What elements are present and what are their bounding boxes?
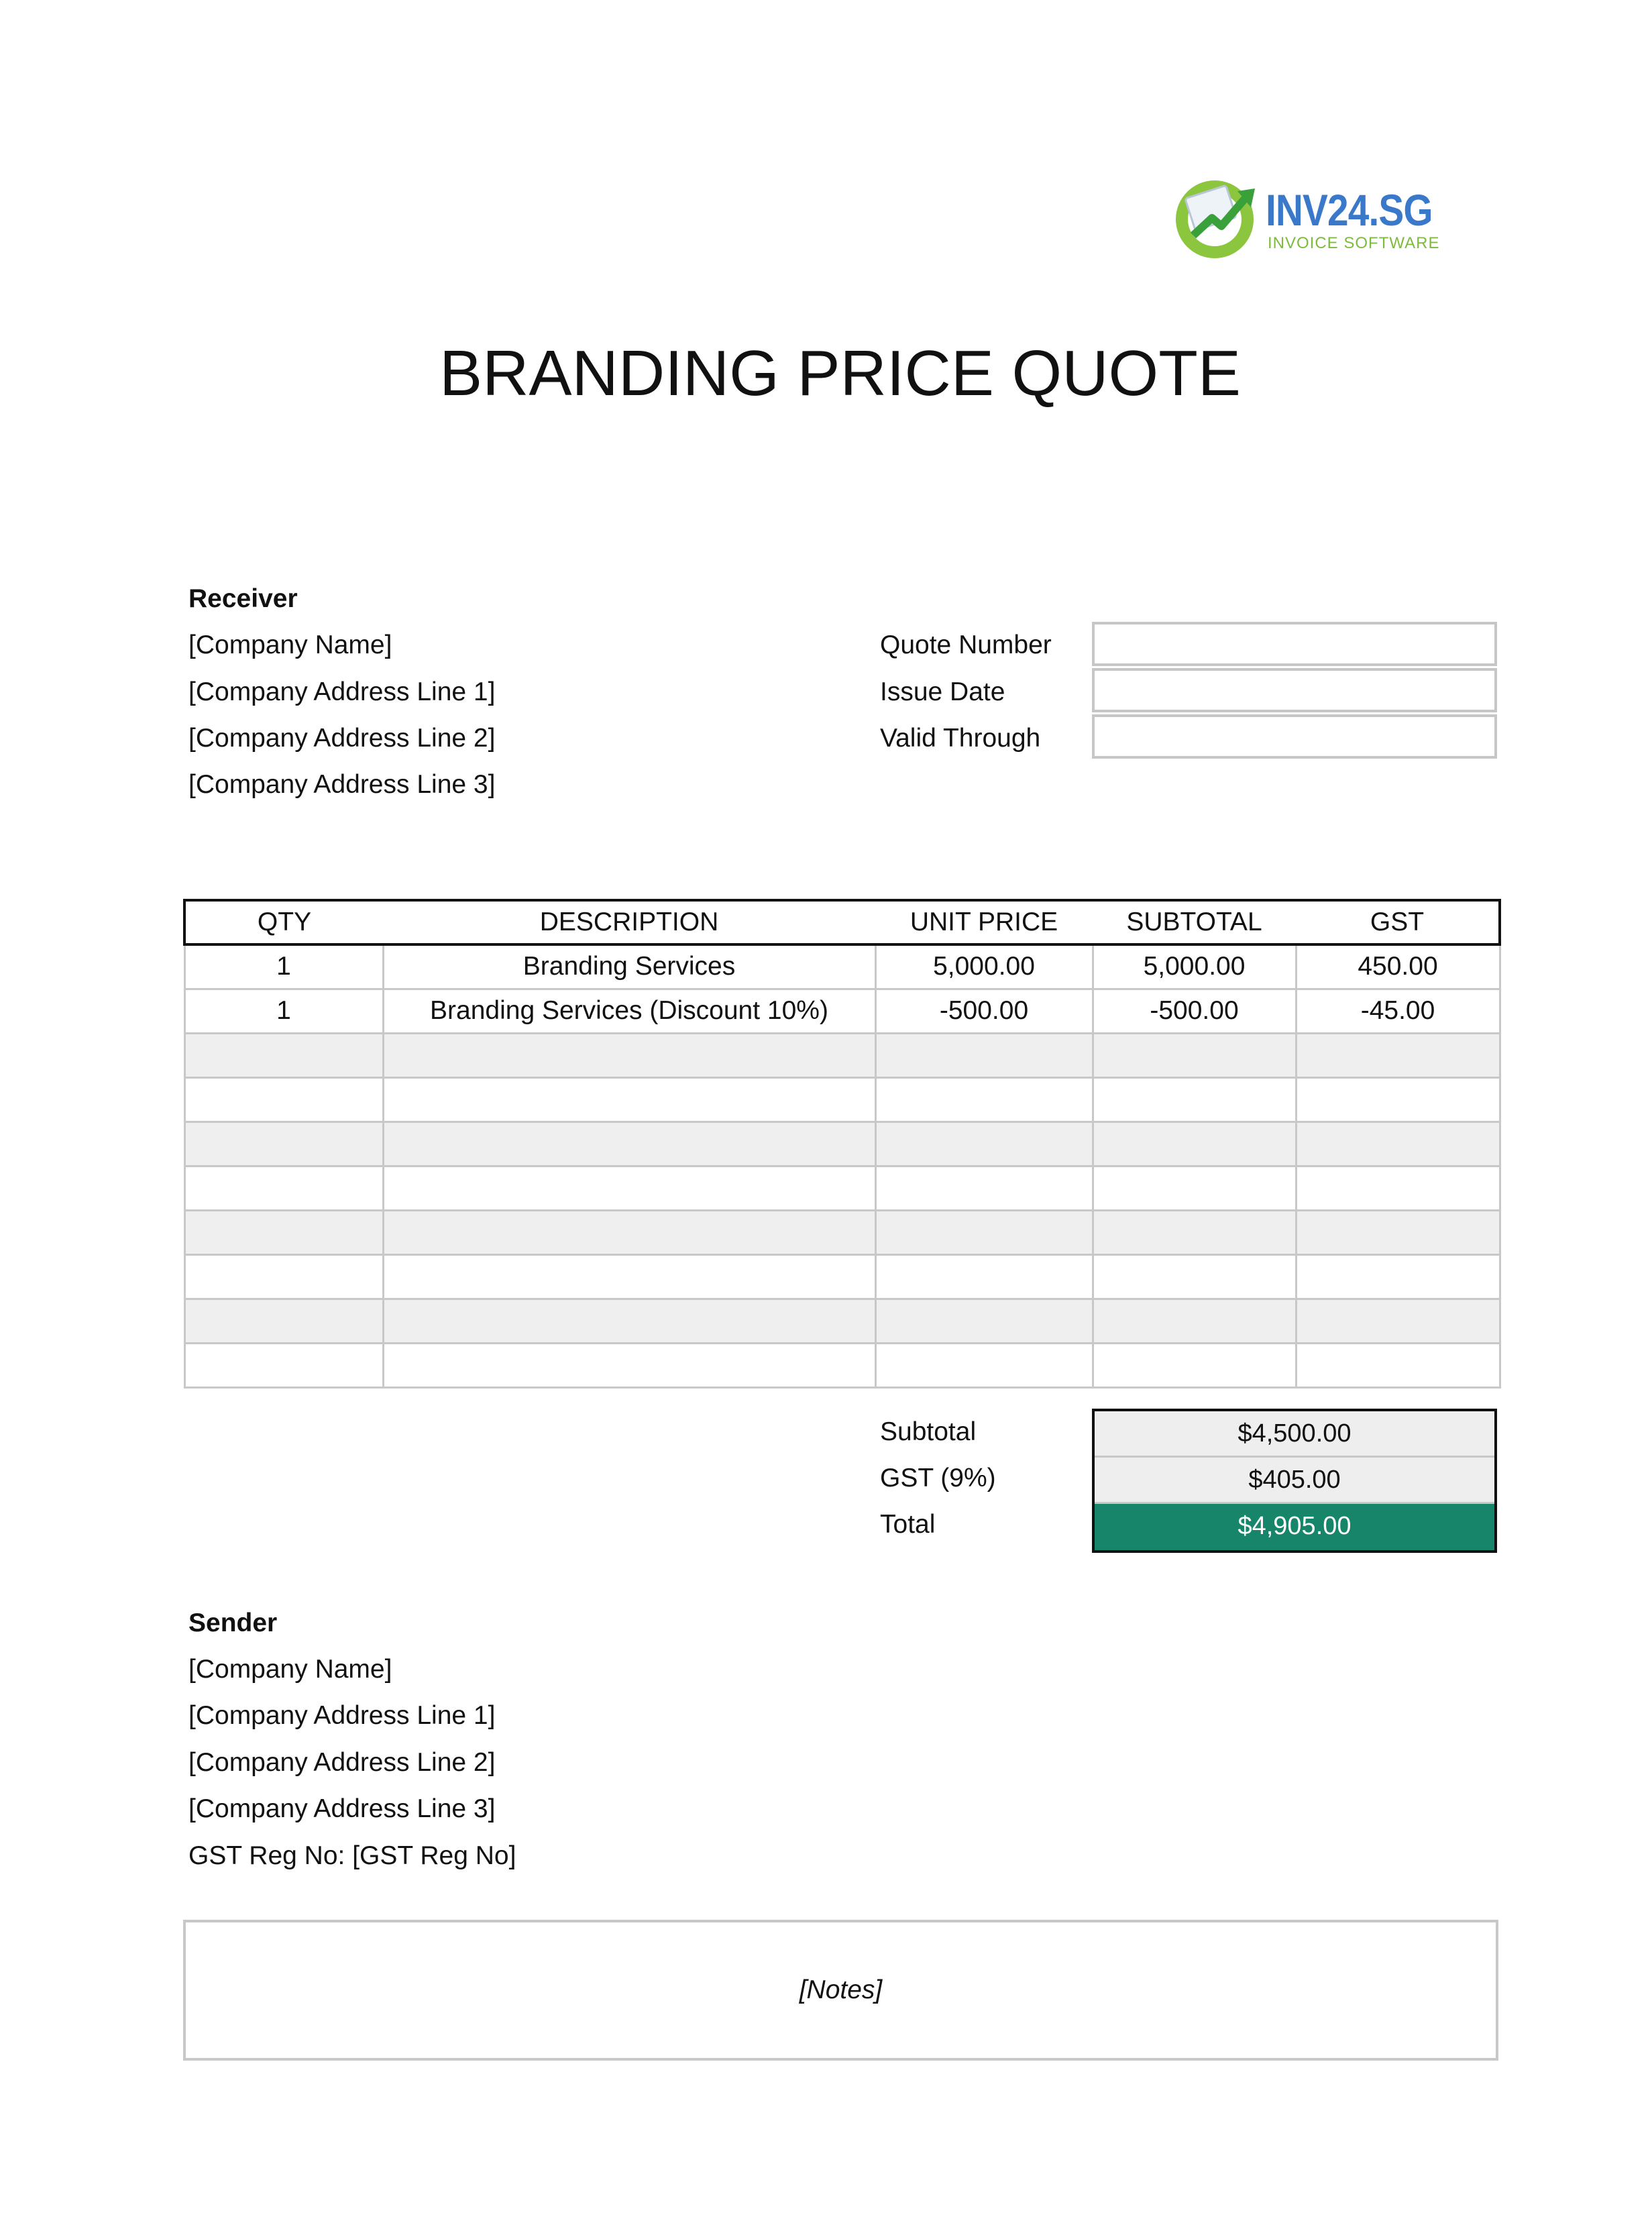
cell-unit-price[interactable] [875, 1077, 1093, 1122]
header-unit-price: UNIT PRICE [875, 900, 1093, 944]
cell-description[interactable] [383, 1299, 875, 1343]
cell-gst[interactable] [1296, 1299, 1500, 1343]
totals-box [1092, 1409, 1497, 1553]
cell-gst[interactable] [1296, 1033, 1500, 1077]
line-items-table [183, 899, 1501, 1389]
table-row [184, 1033, 1500, 1077]
cell-qty[interactable] [184, 1033, 383, 1077]
header-gst: GST [1296, 900, 1500, 944]
issue-date-label: Issue Date [880, 677, 1005, 706]
cell-qty[interactable] [184, 1343, 383, 1387]
sender-address-line-1: [Company Address Line 1] [188, 1701, 496, 1730]
company-logo [1170, 171, 1452, 265]
table-row [184, 1077, 1500, 1122]
table-row [184, 1254, 1500, 1299]
total-label: Total [880, 1510, 936, 1539]
cell-description[interactable] [383, 1033, 875, 1077]
sender-gst-reg-no: GST Reg No: [GST Reg No] [188, 1841, 516, 1870]
cell-gst[interactable] [1296, 1122, 1500, 1166]
cell-gst[interactable] [1296, 1166, 1500, 1210]
cell-description[interactable] [383, 1343, 875, 1387]
cell-qty[interactable] [184, 1254, 383, 1299]
table-row [184, 1166, 1500, 1210]
receiver-address-line-3: [Company Address Line 3] [188, 770, 496, 799]
cell-description[interactable] [383, 1077, 875, 1122]
sender-address-line-3: [Company Address Line 3] [188, 1794, 496, 1823]
quote-number-label: Quote Number [880, 631, 1052, 659]
gst-value: $405.00 [1095, 1458, 1494, 1504]
subtotal-label: Subtotal [880, 1417, 977, 1446]
cell-qty[interactable]: 1 [184, 944, 383, 989]
cell-subtotal[interactable] [1093, 1210, 1296, 1254]
header-subtotal: SUBTOTAL [1093, 900, 1296, 944]
logo-name: INV24.SG [1266, 185, 1433, 235]
cell-subtotal[interactable]: 5,000.00 [1093, 944, 1296, 989]
cell-qty[interactable] [184, 1077, 383, 1122]
subtotal-value: $4,500.00 [1095, 1411, 1494, 1458]
cell-unit-price[interactable] [875, 1166, 1093, 1210]
table-row [184, 1122, 1500, 1166]
logo-tagline: INVOICE SOFTWARE [1268, 234, 1440, 252]
header-description: DESCRIPTION [383, 900, 875, 944]
receiver-company-name: [Company Name] [188, 631, 392, 659]
cell-unit-price[interactable]: -500.00 [875, 989, 1093, 1033]
cell-description[interactable] [383, 1122, 875, 1166]
cell-gst[interactable] [1296, 1343, 1500, 1387]
valid-through-label: Valid Through [880, 724, 1041, 753]
cell-unit-price[interactable] [875, 1343, 1093, 1387]
cell-qty[interactable] [184, 1166, 383, 1210]
sender-address-line-2: [Company Address Line 2] [188, 1748, 496, 1777]
cell-unit-price[interactable] [875, 1122, 1093, 1166]
cell-subtotal[interactable]: -500.00 [1093, 989, 1296, 1033]
receiver-address-line-2: [Company Address Line 2] [188, 724, 496, 753]
cell-qty[interactable] [184, 1299, 383, 1343]
cell-unit-price[interactable] [875, 1033, 1093, 1077]
cell-description[interactable]: Branding Services (Discount 10%) [383, 989, 875, 1033]
cell-description[interactable] [383, 1254, 875, 1299]
cell-subtotal[interactable] [1093, 1166, 1296, 1210]
total-value: $4,905.00 [1095, 1504, 1494, 1550]
table-row [184, 1210, 1500, 1254]
receiver-address-line-1: [Company Address Line 1] [188, 677, 496, 706]
cell-gst[interactable] [1296, 1210, 1500, 1254]
sender-company-name: [Company Name] [188, 1655, 392, 1684]
issue-date-field[interactable] [1092, 668, 1497, 712]
cell-gst[interactable] [1296, 1254, 1500, 1299]
cell-subtotal[interactable] [1093, 1254, 1296, 1299]
notes-box[interactable]: [Notes] [183, 1920, 1498, 2061]
cell-qty[interactable]: 1 [184, 989, 383, 1033]
sender-heading: Sender [188, 1609, 278, 1637]
cell-subtotal[interactable] [1093, 1343, 1296, 1387]
cell-gst[interactable]: 450.00 [1296, 944, 1500, 989]
table-header-row [184, 900, 1500, 944]
quote-number-field[interactable] [1092, 622, 1497, 666]
cell-description[interactable] [383, 1210, 875, 1254]
cell-unit-price[interactable]: 5,000.00 [875, 944, 1093, 989]
cell-subtotal[interactable] [1093, 1299, 1296, 1343]
cell-unit-price[interactable] [875, 1210, 1093, 1254]
table-row [184, 1343, 1500, 1387]
cell-description[interactable] [383, 1166, 875, 1210]
cell-description[interactable]: Branding Services [383, 944, 875, 989]
header-qty: QTY [184, 900, 383, 944]
cell-subtotal[interactable] [1093, 1077, 1296, 1122]
cell-qty[interactable] [184, 1122, 383, 1166]
table-row [184, 1299, 1500, 1343]
cell-qty[interactable] [184, 1210, 383, 1254]
table-row [184, 989, 1500, 1033]
gst-label: GST (9%) [880, 1464, 996, 1492]
table-row [184, 944, 1500, 989]
cell-unit-price[interactable] [875, 1254, 1093, 1299]
cell-subtotal[interactable] [1093, 1033, 1296, 1077]
logo-mark-icon [1170, 171, 1264, 265]
page-title: BRANDING PRICE QUOTE [439, 337, 1241, 409]
cell-subtotal[interactable] [1093, 1122, 1296, 1166]
cell-unit-price[interactable] [875, 1299, 1093, 1343]
cell-gst[interactable]: -45.00 [1296, 989, 1500, 1033]
receiver-heading: Receiver [188, 584, 298, 613]
cell-gst[interactable] [1296, 1077, 1500, 1122]
valid-through-field[interactable] [1092, 714, 1497, 759]
